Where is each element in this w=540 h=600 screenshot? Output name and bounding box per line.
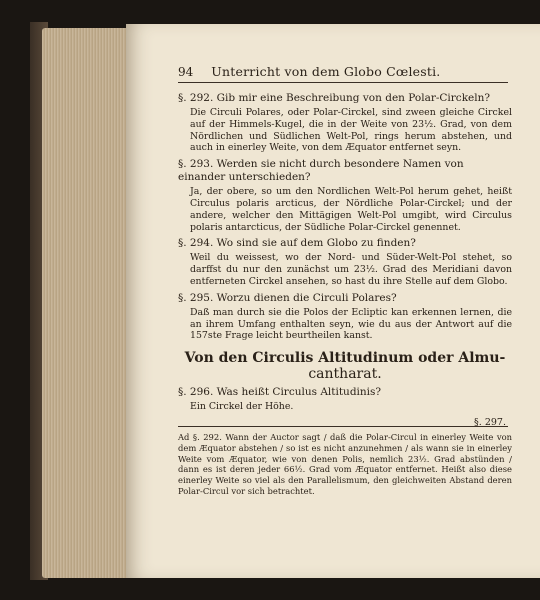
footnote: Ad §. 292. Wann der Auctor sagt / daß die Polar-Circul in einerley Weite von dem Æquator abstehen / so ist es nicht anzunehmen / als wann sie in einerley Weite vom Æquator, wie von denen Polis, nemlich 23½. Grad abstünden / dann es ist deren jeder 66½. Grad vom Æquator entfernet. Heißt also diese einerley Weite so viel als den Parallelismum, den gleichweiten Abstand deren Polar-Circul vor sich betrachtet.	[178, 432, 512, 496]
question-295: §. 295. Worzu dienen die Circuli Polares?	[178, 291, 397, 304]
question-292: §. 292. Gib mir eine Beschreibung von den Polar-Circkeln?	[178, 92, 491, 104]
answer-295: Daß man durch sie die Polos der Ecliptic kan erkennen lernen, die an ihrem Umfang enthalten seyn, wie du aus der Antwort auf die 157ste Frage leicht beurtheilen kanst.	[190, 306, 512, 342]
section-heading-line1: Von den Circulis Altitudinum oder Almu-	[184, 350, 506, 367]
book-page	[126, 24, 540, 578]
running-head: Unterricht von dem Globo Cœlesti.	[211, 64, 441, 79]
footnote-rule	[178, 426, 508, 427]
page-body	[178, 92, 512, 428]
page-edges	[42, 28, 134, 578]
answer-293: Ja, der obere, so um den Nordlichen Welt-Pol herum gehet, heißt Circulus polaris arcticus, der Nördliche Polar-Circkel; und der andere, welcher den Mittägigen Welt-Pol umgibt, wird Circulus polaris antarcticus, der Südliche Polar-Circkel genennet.	[190, 186, 512, 233]
question-293: §. 293. Werden sie nicht durch besondere Namen von einander unterschieden?	[178, 158, 464, 184]
section-heading	[178, 350, 512, 382]
answer-294: Weil du weissest, wo der Nord- und Süder-Welt-Pol stehet, so darffst du nur den zunächst um 23½. Grad des Meridiani davon entferneten Circkel ansehen, so hast du ihre Stelle auf dem Globo.	[190, 252, 512, 287]
question-296: §. 296. Was heißt Circulus Altitudinis?	[178, 386, 382, 399]
header-rule	[178, 82, 508, 83]
answer-292: Die Circuli Polares, oder Polar-Circkel, sind zween gleiche Circkel auf der Himmels-Kugel, die in der Weite von 23½. Grad, von dem Nördlichen und Südlichen Welt-Pol, rings herum abstehen, und auch in einerley Weite, von dem Æquator entfernet seyn.	[190, 107, 512, 154]
page-number: 94	[178, 65, 194, 79]
page-header	[178, 64, 508, 79]
catchword: §. 297.	[474, 416, 506, 428]
answer-296: Ein Circkel der Höhe.	[190, 401, 294, 413]
open-book	[30, 22, 540, 580]
question-294: §. 294. Wo sind sie auf dem Globo zu finden?	[178, 237, 416, 250]
section-heading-line2: cantharat.	[308, 366, 382, 383]
